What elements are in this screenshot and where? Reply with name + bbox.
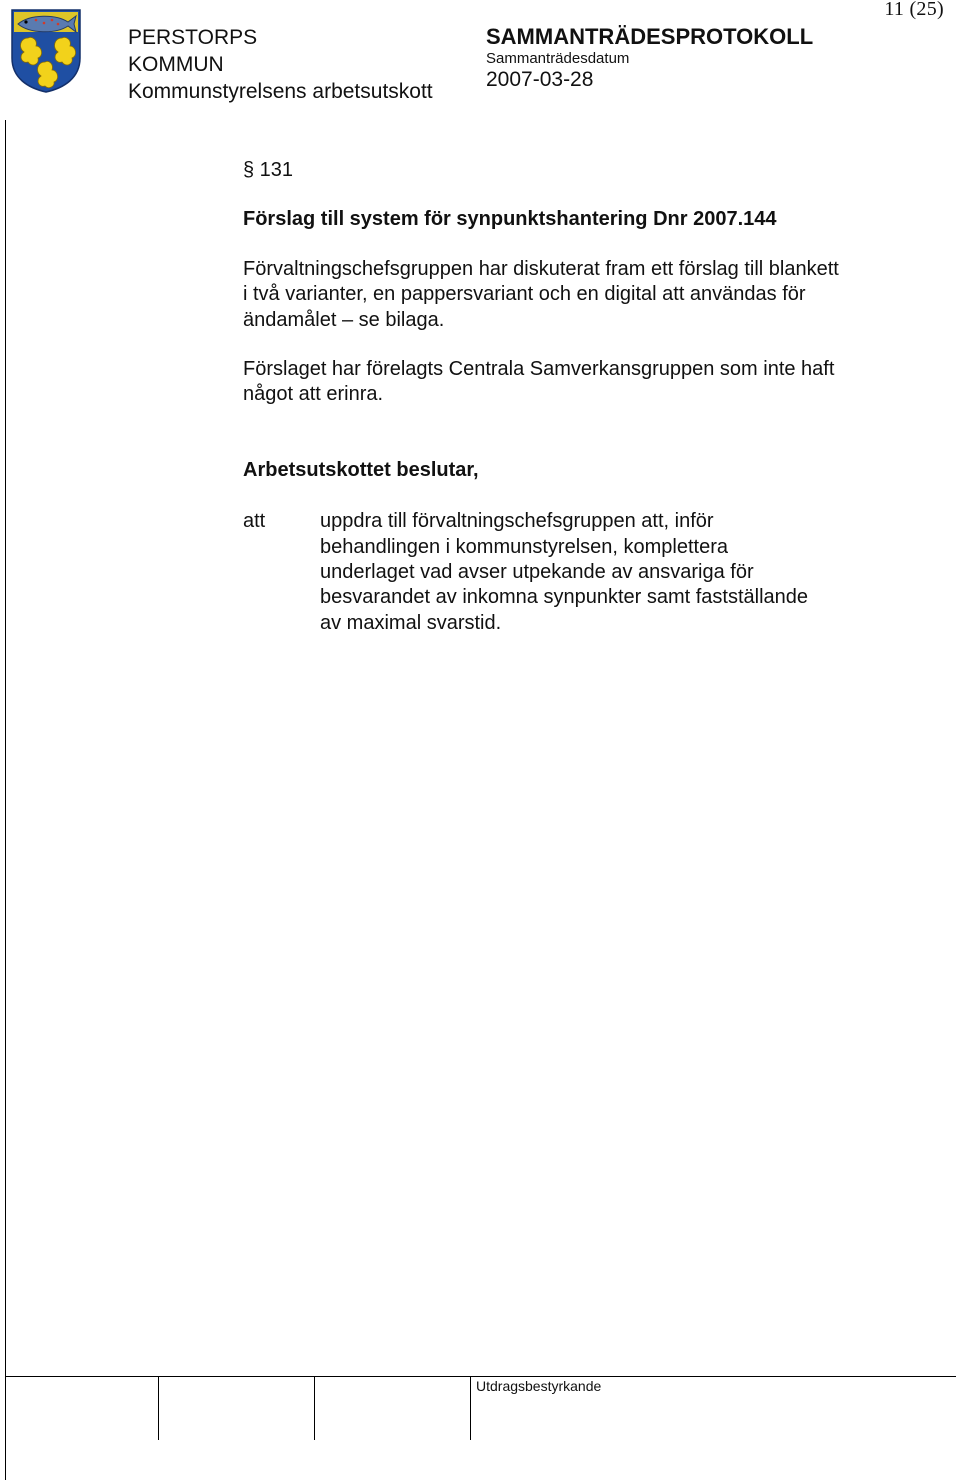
section-heading: Förslag till system för synpunktshantering Dnr 2007.144 <box>243 208 777 231</box>
paragraph-2: Förslaget har förelagts Centrala Samverkansgruppen som inte haft något att erinra. <box>243 358 835 406</box>
footer-cell-divider <box>314 1376 315 1440</box>
meeting-date: 2007-03-28 <box>486 68 594 91</box>
document-title: SAMMANTRÄDESPROTOKOLL <box>486 24 814 49</box>
footer-rule <box>5 1376 956 1377</box>
decision-text: uppdra till förvaltningschefsgruppen att, inför behandlingen i kommunstyrelsen, komplettera underlaget vad avser utpekande av ansvariga för besvarandet av inkomna synpunkter samt fastställande av maximal svarstid. <box>320 510 809 634</box>
decision <box>243 509 843 636</box>
org-line-2: KOMMUN <box>128 53 224 76</box>
paragraph-1: Förvaltningschefsgruppen har diskuterat fram ett förslag till blankett i två varianter, en pappersvariant och en digital att användas för ändamålet – se bilaga. <box>243 257 839 331</box>
footer-label: Utdragsbestyrkande <box>476 1378 602 1394</box>
document-header <box>486 24 813 92</box>
page-number: 11 (25) <box>884 0 944 20</box>
org-line-1: PERSTORPS <box>128 26 258 49</box>
org-line-3: Kommunstyrelsens arbetsutskott <box>128 80 433 103</box>
organization-name <box>128 24 433 105</box>
footer-cell-divider <box>470 1376 471 1440</box>
footer-cell-divider <box>158 1376 159 1440</box>
meeting-date-label: Sammanträdesdatum <box>486 50 630 67</box>
section-number: § 131 <box>243 159 294 181</box>
section-content <box>243 158 843 636</box>
decision-label: att <box>243 510 266 533</box>
coat-of-arms-icon <box>10 8 82 94</box>
left-margin-rule <box>5 120 6 1480</box>
decision-heading: Arbetsutskottet beslutar, <box>243 458 479 481</box>
